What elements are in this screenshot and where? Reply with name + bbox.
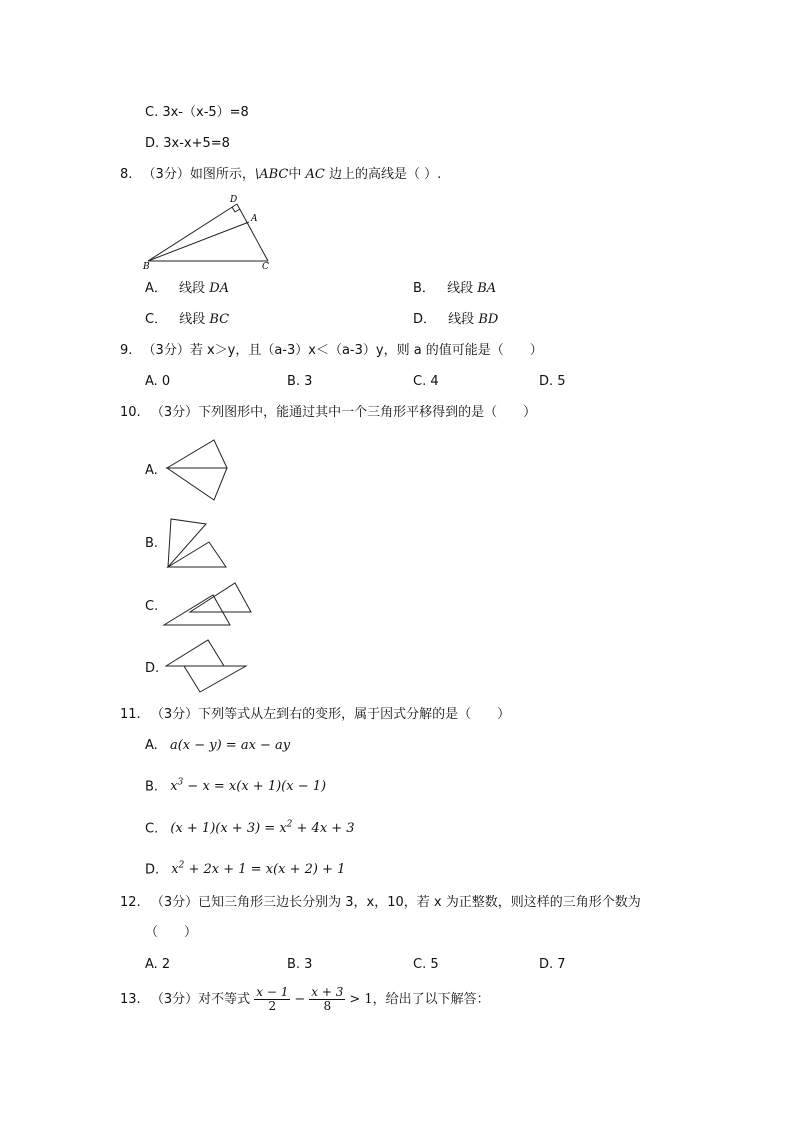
q12-option-d: D. 7: [539, 957, 566, 972]
q11-option-b-expr-sup: 3: [177, 778, 184, 788]
q12-answer-paren: （ ）: [145, 925, 198, 940]
q8-stem-post: 边上的高线是（ ）.: [324, 167, 442, 182]
q8-label-d: D: [230, 195, 238, 205]
q11-stem-text: （3分）下列等式从左到右的变形，属于因式分解的是（ ）: [150, 707, 511, 722]
q11-option-b-expr-pre: x: [170, 779, 178, 795]
q10-option-b-label: B.: [145, 536, 159, 551]
q11-option-d: [145, 858, 345, 878]
q12-option-b: B. 3: [287, 957, 313, 972]
q11-option-a: [145, 738, 290, 754]
q10-b-triangle-upper: [168, 519, 206, 567]
q9-option-d: D. 5: [539, 374, 566, 389]
q11-number: 11.: [120, 707, 141, 722]
q11-option-d-key: D.: [145, 862, 160, 878]
q10-a-triangle-bottom: [167, 468, 227, 500]
q13-fraction-1-den: 2: [268, 999, 277, 1013]
q8-label-c: C: [262, 262, 269, 272]
q11-option-a-expr: a(x − y) = ax − ay: [169, 738, 291, 753]
q11-option-c: [145, 817, 355, 837]
q11-option-b: [145, 775, 326, 795]
q11-option-c-expr-post: + 4x + 3: [292, 821, 355, 837]
q11-option-b-key: B.: [145, 779, 159, 795]
q8-triangle: \ABC: [254, 167, 289, 182]
q13-fraction-2: [309, 986, 345, 1013]
q8-option-b-seg: BA: [477, 281, 497, 296]
q8-option-c: [145, 312, 229, 328]
q11-stem: [120, 707, 510, 723]
q10-figure-d: [160, 638, 256, 696]
q13-fraction-2-num: x + 3: [311, 985, 344, 999]
q8-triangle-figure: [140, 190, 280, 270]
q8-option-c-seg: BC: [209, 312, 230, 327]
q8-option-a-text: 线段: [179, 281, 206, 296]
q11-option-d-expr-sup: 2: [178, 861, 185, 871]
q10-stem: [120, 405, 536, 421]
q8-label-b: B: [143, 262, 150, 272]
q13-fraction-1-num: x − 1: [256, 985, 289, 999]
q8-stem-pre: （3分）如图所示，: [142, 167, 255, 182]
q8-line-ba: [148, 222, 249, 261]
q9-option-a: A. 0: [145, 374, 171, 389]
q13-number: 13.: [120, 992, 141, 1007]
q11-option-c-expr-pre: (x + 1)(x + 3) = x: [170, 821, 287, 837]
q13-stem-pre: （3分）对不等式: [150, 992, 251, 1007]
q11-option-c-key: C.: [145, 821, 159, 837]
q11-option-d-expr: [171, 862, 345, 877]
q10-figure-b: [160, 515, 240, 575]
q10-d-triangle-lower: [184, 666, 246, 692]
q8-option-a-seg: DA: [209, 281, 230, 296]
q10-a-triangle-top: [167, 440, 227, 468]
q8-option-a: [145, 281, 229, 297]
q8-option-b-key: B．: [413, 281, 435, 296]
q12-option-c: C. 5: [413, 957, 439, 972]
q13-fraction-1: [254, 986, 290, 1013]
q9-option-c: C. 4: [413, 374, 439, 389]
q11-option-d-expr-pre: x: [171, 862, 179, 878]
q11-option-b-expr: [170, 779, 326, 794]
q8-line-bd: [148, 204, 237, 261]
q8-option-b: [413, 281, 496, 297]
q12-option-a: A. 2: [145, 957, 171, 972]
q8-option-c-key: C．: [145, 312, 168, 327]
q9-stem-text: （3分）若 x＞y，且（a-3）x＜（a-3）y，则 a 的值可能是（ ）: [142, 343, 543, 358]
q8-stem-mid: 中: [288, 167, 306, 182]
q8-side: AC: [305, 167, 325, 182]
q10-option-a-label: A.: [145, 463, 158, 478]
q8-option-d: [413, 312, 498, 328]
q10-figure-c: [160, 580, 260, 630]
q12-number: 12.: [120, 895, 141, 910]
q10-b-triangle-lower: [168, 542, 226, 567]
q11-option-d-expr-post: + 2x + 1 = x(x + 2) + 1: [184, 862, 346, 878]
q8-label-a: A: [251, 214, 258, 224]
q13-minus: −: [294, 992, 306, 1007]
q13-stem: [120, 985, 490, 1015]
q8-line-dc: [237, 204, 268, 261]
q7-option-d: D. 3x-x+5=8: [145, 136, 230, 151]
q8-option-d-key: D．: [413, 312, 437, 327]
q12-stem: [120, 895, 641, 911]
q11-option-c-expr-sup: 2: [286, 820, 293, 830]
q13-fraction-2-den: 8: [323, 999, 332, 1013]
q8-stem: [120, 167, 441, 183]
q8-option-a-key: A．: [145, 281, 167, 296]
q9-option-b: B. 3: [287, 374, 313, 389]
q8-option-b-text: 线段: [447, 281, 474, 296]
q13-greater-than: > 1: [349, 992, 373, 1007]
q11-option-a-key: A.: [145, 738, 158, 753]
q11-option-c-expr: [170, 821, 354, 836]
q7-option-c: C. 3x-（x-5）=8: [145, 105, 249, 120]
q8-option-c-text: 线段: [179, 312, 206, 327]
q10-option-d-label: D.: [145, 661, 160, 676]
q10-c-triangle-front: [164, 595, 230, 625]
q9-stem: [120, 343, 543, 359]
q13-stem-post: ，给出了以下解答：: [372, 992, 490, 1007]
q12-stem-text: （3分）已知三角形三边长分别为 3，x，10，若 x 为正整数，则这样的三角形个数为: [150, 895, 641, 910]
q9-number: 9.: [120, 343, 133, 358]
q10-d-triangle-upper: [166, 640, 224, 666]
q10-option-c-label: C.: [145, 599, 159, 614]
q8-number: 8.: [120, 167, 133, 182]
q10-stem-text: （3分）下列图形中，能通过其中一个三角形平移得到的是（ ）: [150, 405, 537, 420]
q8-option-d-text: 线段: [448, 312, 475, 327]
q10-number: 10.: [120, 405, 141, 420]
q11-option-b-expr-post: − x = x(x + 1)(x − 1): [183, 779, 327, 795]
q10-figure-a: [160, 436, 240, 504]
q8-option-d-seg: BD: [478, 312, 499, 327]
